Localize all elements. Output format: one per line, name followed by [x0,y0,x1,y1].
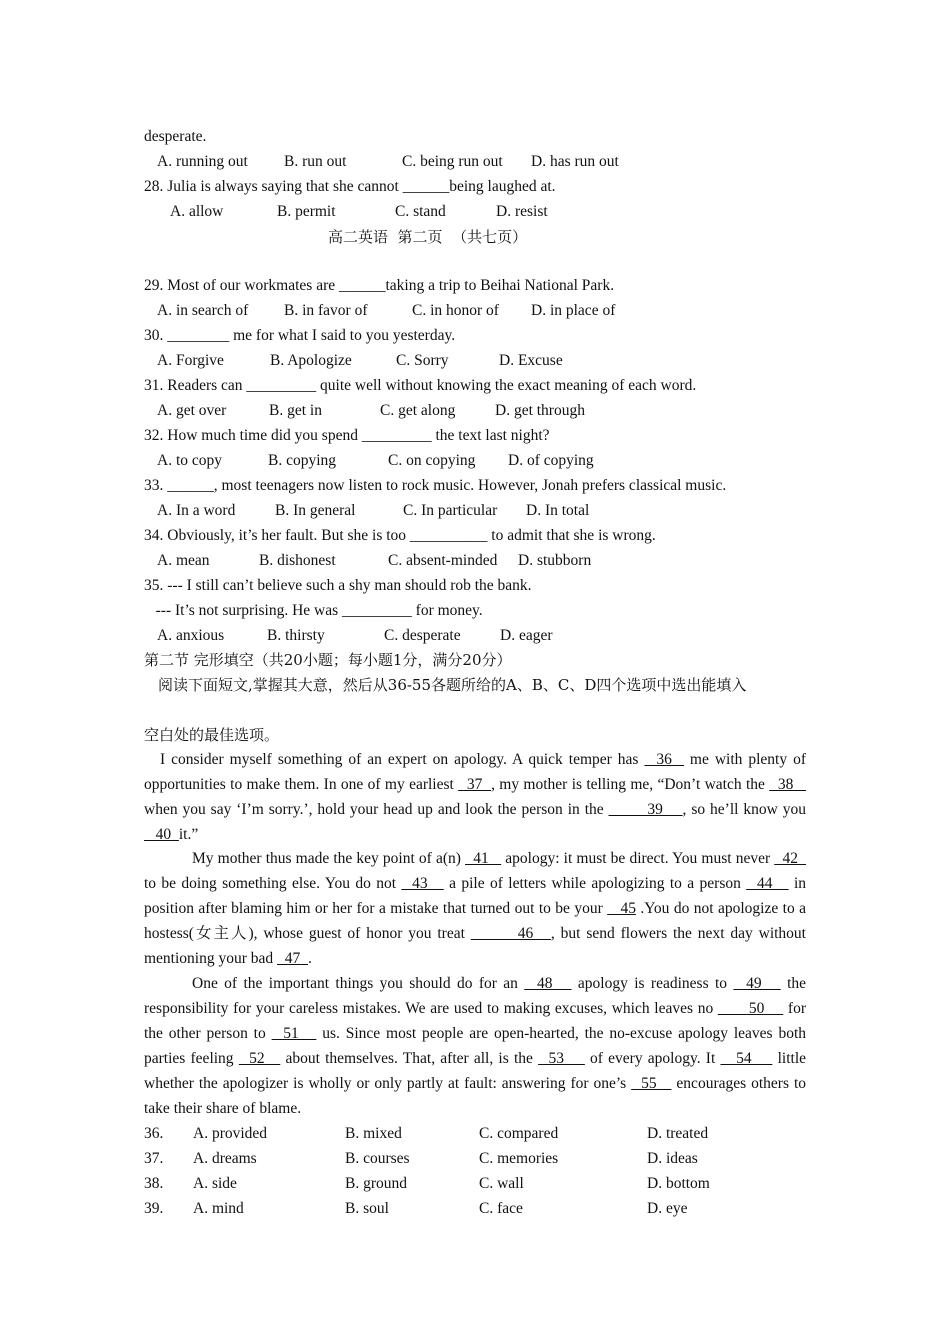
answer-option-b: B. mixed [345,1125,402,1142]
passage-text: . [308,950,312,967]
blank-47: 47 [277,950,309,967]
answer-option-c: C. compared [479,1125,559,1142]
passage-text: apology: it must be direct. You must never [501,850,775,867]
answer-option-d: D. ideas [647,1150,698,1167]
answer-option-b: B. ground [345,1175,407,1192]
section-instructions: 阅读下面短文,掌握其大意，然后从36-55各题所给的A、B、C、D四个选项中选出能填入 [158,676,747,694]
blank-50: ____50 [717,1000,784,1017]
passage-text: encourages others to take their share of blame. [144,1075,806,1117]
q27-option-a: A. running out [157,153,248,170]
passage-text: me with plenty of opportunities to make them. In one of my earliest [144,751,806,793]
q35-option-b: B. thirsty [267,627,325,644]
q28-option-a: A. allow [170,203,224,220]
q29-stem: 29. Most of our workmates are ______taking a trip to Beihai National Park. [144,277,615,294]
passage-text: of every apology. It [584,1050,721,1067]
passage-text: apology is readiness to [571,975,734,992]
q27-option-d: D. has run out [531,153,619,170]
q30-option-a: A. Forgive [157,352,224,369]
blank-40: 40 [144,826,179,843]
q34-stem: 34. Obviously, it’s her fault. But she is too __________ to admit that she is wrong. [144,527,656,544]
passage-text: , but send flowers the next day without mentioning your bad [144,925,806,967]
blank-38: 38 [769,776,806,793]
q28-stem: 28. Julia is always saying that she cannot ______being laughed at. [144,178,556,195]
q32-stem: 32. How much time did you spend _________ the text last night? [144,427,550,444]
passage-text: in position after blaming him or her for a mistake that turned out to be your [144,875,807,917]
q32-option-c: C. on copying [388,452,476,469]
q30-option-d: D. Excuse [499,352,563,369]
q34-option-a: A. mean [157,552,210,569]
blank-54: 54 [720,1050,773,1067]
blank-44: 44 [746,875,789,892]
passage-text: to be doing something else. You do not [144,875,402,892]
q30-option-b: B. Apologize [270,352,352,369]
q31-option-a: A. get over [157,402,227,419]
q32-option-b: B. copying [268,452,337,469]
passage-text: us. Since most people are open-hearted, the no-excuse apology leaves both parties feeling [144,1025,807,1067]
q35-option-a: A. anxious [157,627,225,644]
q29-option-c: C. in honor of [412,302,499,319]
q29-option-b: B. in favor of [284,302,368,319]
answer-row-number: 38. [144,1175,164,1192]
q30-option-c: C. Sorry [396,352,449,369]
answer-option-c: C. face [479,1200,523,1217]
passage-paragraph-3 [144,971,806,1121]
q32-option-a: A. to copy [157,452,223,469]
q31-option-d: D. get through [495,402,585,419]
answer-option-d: D. bottom [647,1175,710,1192]
answer-option-a: A. provided [193,1125,268,1142]
blank-36: 36 [644,751,684,768]
q34-option-d: D. stubborn [518,552,592,569]
blank-53: 53 [538,1050,585,1067]
q33-option-b: B. In general [275,502,356,519]
passage-text: a pile of letters while apologizing to a person [443,875,747,892]
q31-option-c: C. get along [380,402,456,419]
blank-48: 48 [524,975,572,992]
answer-row-number: 39. [144,1200,164,1217]
q31-option-b: B. get in [269,402,322,419]
blank-55: 55 [631,1075,672,1092]
q35-stem: 35. --- I still can’t believe such a shy man should rob the bank. [144,577,532,594]
q29-option-a: A. in search of [157,302,249,319]
passage-text: for the other person to [144,1000,806,1042]
blank-52: 52 [238,1050,281,1067]
q33-option-a: A. In a word [157,502,236,519]
q33-stem: 33. ______, most teenagers now listen to rock music. However, Jonah prefers classical music. [144,477,727,494]
passage-text: , my mother is telling me, “Don’t watch the [491,776,770,793]
blank-45: 45 [607,900,636,917]
answer-option-c: C. wall [479,1175,524,1192]
answer-option-c: C. memories [479,1150,559,1167]
q28-option-b: B. permit [277,203,336,220]
answer-row-number: 37. [144,1150,164,1167]
q34-option-b: B. dishonest [259,552,336,569]
q31-stem: 31. Readers can _________ quite well without knowing the exact meaning of each word. [144,377,697,394]
blank-39: _____39 [608,801,683,818]
q33-option-d: D. In total [526,502,590,519]
passage-text: when you say ‘I’m sorry.’, hold your head up and look the person in the [144,801,609,818]
answer-option-b: B. courses [345,1150,410,1167]
passage-text: about themselves. That, after all, is the [280,1050,539,1067]
blank-42: 42 [774,850,807,867]
passage-text: .You do not apologize to a hostess(女主人), whose guest of honor you treat [144,900,806,942]
answer-option-b: B. soul [345,1200,389,1217]
answer-option-d: D. treated [647,1125,709,1142]
q29-option-d: D. in place of [531,302,616,319]
answer-option-a: A. side [193,1175,237,1192]
section-instructions-cont: 空白处的最佳选项。 [144,726,280,744]
passage-text: the responsibility for your careless mistakes. We are used to making excuses, which leaves no [144,975,807,1017]
q34-option-c: C. absent-minded [388,552,498,569]
q35-option-c: C. desperate [384,627,461,644]
q28-option-d: D. resist [496,203,548,220]
page-footer: 高二英语 第二页 （共七页） [328,228,528,246]
q35-option-d: D. eager [500,627,553,644]
q28-option-c: C. stand [395,203,446,220]
section-title: 第二节 完形填空（共20小题；每小题1分，满分20分） [144,651,512,669]
q27-option-c: C. being run out [402,153,503,170]
passage-text: One of the important things you should do for an [192,975,525,992]
q27-option-b: B. run out [284,153,347,170]
answer-option-a: A. dreams [193,1150,257,1167]
q30-stem: 30. ________ me for what I said to you yesterday. [144,327,456,344]
passage-text: My mother thus made the key point of a(n) [192,850,466,867]
blank-41: 41 [465,850,502,867]
blank-46: 46 [470,925,551,942]
blank-51: 51 [271,1025,317,1042]
blank-37: 37 [458,776,492,793]
passage-paragraph-1 [144,747,806,847]
q27-stem-tail: desperate. [144,128,207,145]
answer-option-a: A. mind [193,1200,244,1217]
passage-text: little whether the apologizer is wholly or only partly at fault: answering for one’s [144,1050,807,1092]
q33-option-c: C. In particular [403,502,498,519]
q35-stem-reply: --- It’s not surprising. He was _________ for money. [144,602,483,619]
passage-paragraph-2 [144,846,806,971]
passage-text: I consider myself something of an expert on apology. A quick temper has [160,751,645,768]
passage-text: it.” [178,826,199,843]
blank-43: 43 [401,875,444,892]
passage-text: , so he’ll know you [682,801,807,818]
blank-49: 49 [733,975,781,992]
answer-option-d: D. eye [647,1200,688,1217]
answer-row-number: 36. [144,1125,164,1142]
q32-option-d: D. of copying [508,452,594,469]
